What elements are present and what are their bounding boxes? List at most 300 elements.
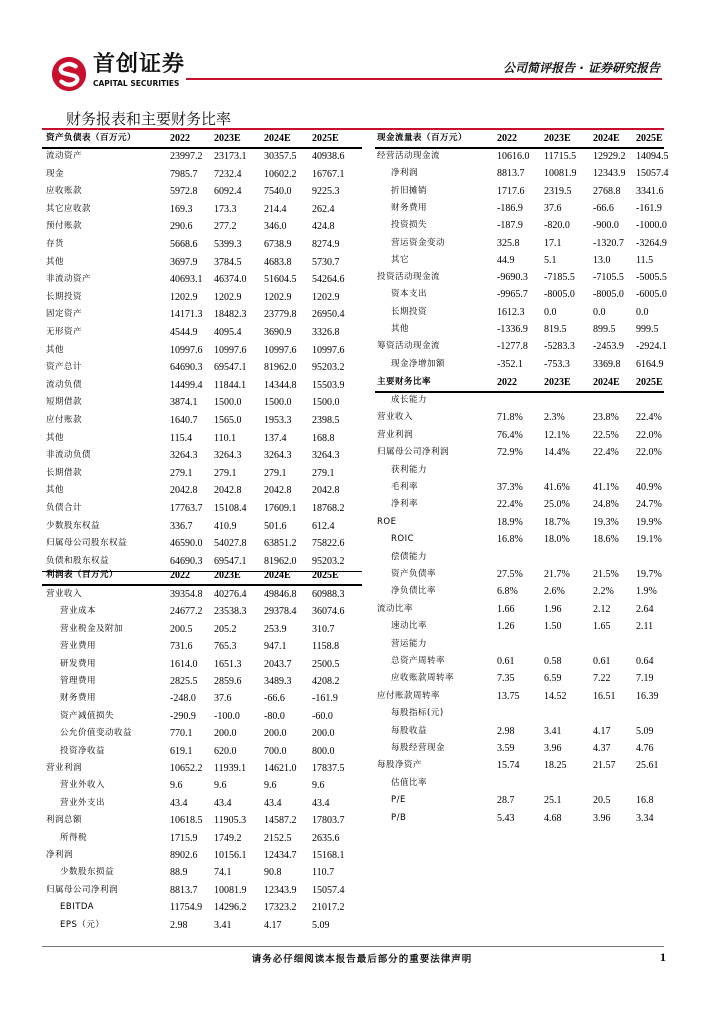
row-value: 44.9 [497,254,515,266]
row-value: -2924.1 [636,341,667,353]
row-label: 归属母公司净利润 [377,447,450,458]
row-label: 应付账款 [46,415,83,425]
row-value: -900.0 [593,220,619,232]
row-label: 其他 [46,256,65,267]
row-value: 40938.6 [312,151,345,162]
row-value: 0.58 [544,656,562,667]
row-value: 14344.8 [264,379,297,391]
row-value: 40.9% [636,482,662,493]
row-label: 研发费用 [60,658,97,669]
row-value: 200.0 [312,728,335,740]
row-value: 6.59 [544,673,562,685]
row-value: 49846.8 [264,589,297,600]
row-value: 95203.2 [312,555,345,567]
row-label: 其它应收款 [46,203,92,214]
row-value: 1202.9 [170,291,198,303]
report-type-label: 公司简评报告 · 证券研究报告 [503,61,660,75]
row-label: 非流动负债 [46,450,92,461]
row-value: 620.0 [214,745,237,757]
row-value: 5972.8 [170,186,198,198]
footer-divider [42,946,664,947]
row-value: -248.0 [170,693,196,705]
row-value: 69547.1 [214,362,247,374]
row-label: 营运能力 [391,638,428,649]
row-value: 19.1% [636,534,662,546]
row-value: 3784.5 [214,256,242,268]
row-value: 290.6 [170,221,193,233]
row-value: 18.7% [544,516,570,528]
row-value: 336.7 [170,520,193,532]
table-row [42,725,362,742]
row-value: 4208.2 [312,676,340,687]
table-row [375,653,664,670]
row-value: 2042.8 [170,485,198,497]
row-label: 筹资活动现金流 [377,341,441,352]
column-header: 2024E [593,133,620,144]
row-value: 17.1 [544,237,562,249]
row-value: -290.9 [170,710,196,722]
table-row [42,690,362,707]
row-value: 1640.7 [170,415,198,426]
table-row [42,394,362,411]
row-value: 1500.0 [312,397,340,409]
row-value: 2859.6 [214,676,242,687]
row-value: 1651.3 [214,658,242,670]
row-value: 3.96 [544,743,562,754]
legal-disclaimer: 请务必仔细阅读本报告最后部分的重要法律声明 [251,954,473,965]
row-label: 负债合计 [46,503,83,513]
row-value: 5399.3 [214,239,242,250]
row-value: -3264.9 [636,237,667,249]
row-value: 277.2 [214,221,237,233]
row-value: 3369.8 [593,358,621,370]
row-value: 200.0 [214,728,237,740]
row-value: 6738.9 [264,239,292,250]
row-value: 1.50 [544,621,562,633]
table-row [375,356,664,373]
logo-english-name: CAPITAL SECURITIES [93,79,180,88]
table-row [42,359,362,376]
row-value: 8813.7 [497,168,525,180]
row-value: -5283.3 [544,341,575,353]
row-label: 其他 [46,344,65,355]
row-label: 营业利润 [46,763,83,773]
row-value: 2152.5 [264,832,292,844]
row-value: 54027.8 [214,538,247,550]
row-value: 16.8% [497,534,523,546]
row-value: 21017.2 [312,902,345,914]
row-value: 37.6 [544,202,562,214]
row-value: 731.6 [170,641,193,653]
row-value: 3264.3 [264,450,292,462]
row-label: 其它 [391,254,410,265]
row-value: 310.7 [312,623,335,635]
table-row [375,444,664,461]
row-value: 15057.4 [636,168,669,180]
row-value: 5.1 [544,254,557,266]
row-value: 3690.9 [264,327,292,338]
row-value: 17609.1 [264,503,297,514]
table-row [375,583,664,600]
table-header-row [42,130,362,147]
row-value: 19.9% [636,516,662,528]
row-label: 长期投资 [391,306,428,317]
row-label: 其他 [391,324,410,334]
row-label: 营业利润 [377,429,414,440]
table-row [42,218,362,235]
row-label: 财务费用 [60,693,97,704]
row-value: 7.19 [636,673,654,685]
table-row [42,812,362,829]
row-value: 173.3 [214,203,237,215]
row-value: 7540.0 [264,186,292,198]
row-value: 13.0 [593,254,611,266]
column-header: 2025E [636,133,663,144]
table-row [42,465,362,482]
table-row [375,252,664,269]
row-value: 16767.1 [312,168,345,180]
row-value: 22.4% [636,412,662,424]
row-value: 253.9 [264,623,287,635]
row-value: -187.9 [497,220,523,232]
row-label: 流动资产 [46,151,83,161]
table-row [375,165,669,182]
table-header-row [42,567,362,584]
row-value: 10156.1 [214,850,247,861]
row-label: 营业税金及附加 [60,623,124,634]
row-value: 23173.1 [214,151,247,162]
table-row [42,201,362,218]
row-label: 每股收益 [391,725,428,736]
table-row [42,518,362,535]
row-value: 21.5% [593,569,619,580]
table-title: 主要财务比率 [377,377,432,387]
row-value: 2.98 [497,725,515,737]
row-value: 63851.2 [264,538,297,550]
row-value: -9965.7 [497,289,528,301]
row-value: 24.8% [593,499,619,511]
row-value: 947.1 [264,641,287,653]
row-label: 现金净增加额 [391,358,446,369]
row-value: 279.1 [312,467,335,479]
table-header-row [375,374,664,391]
row-label: 财务费用 [391,202,428,213]
row-value: 1.65 [593,621,611,633]
table-row [42,324,362,341]
row-value: 3264.3 [170,450,198,462]
row-value: 43.4 [312,797,330,809]
row-value: 9.6 [170,780,183,792]
row-value: -753.3 [544,358,570,370]
table-row [375,601,664,618]
row-value: -1277.8 [497,341,528,353]
row-value: 6.8% [497,586,518,598]
column-header: 2024E [593,377,620,388]
row-value: 899.5 [593,324,616,335]
table-row [375,409,664,426]
row-label: 流动负债 [46,379,83,390]
row-label: 估值比率 [391,777,428,788]
row-value: 4683.8 [264,256,292,268]
page-header [0,0,724,95]
row-value: 9.6 [214,780,227,792]
row-value: 72.9% [497,447,523,459]
row-value: 325.8 [497,237,520,249]
row-value: 2635.6 [312,832,340,844]
row-value: 214.4 [264,203,287,215]
row-value: 15057.4 [312,884,345,896]
row-value: 3.41 [544,725,562,737]
row-value: 11.5 [636,254,654,266]
row-value: 346.0 [264,221,287,233]
row-value: 14499.4 [170,379,203,391]
section-title: 财务报表和主要财务比率 [66,110,232,128]
row-value: 12343.9 [264,884,297,896]
row-value: 501.6 [264,520,287,532]
row-label: 资产负债率 [391,569,437,579]
row-value: 37.6 [214,693,232,705]
table-row [375,705,664,722]
table-row [42,864,362,881]
table-row [42,673,362,690]
row-value: 0.0 [636,306,649,318]
row-value: 39354.8 [170,589,203,600]
table-row [375,148,669,165]
row-value: 4.68 [544,812,562,824]
row-value: 36074.6 [312,606,345,618]
row-value: -9690.3 [497,272,528,284]
row-label: 营业收入 [46,589,83,599]
column-header: 2022 [170,133,190,144]
row-label: 现金 [46,168,65,179]
row-value: 26950.4 [312,309,345,321]
row-label: 营业收入 [377,412,414,423]
row-value: 15503.9 [312,379,345,391]
row-value: 4.37 [593,743,611,754]
row-label: 折旧摊销 [391,185,428,196]
table-row [375,479,664,496]
row-value: 27.5% [497,569,523,580]
row-value: 18.9% [497,516,523,528]
row-value: 3697.9 [170,256,198,268]
row-value: 10652.2 [170,763,203,774]
row-value: 1749.2 [214,832,242,844]
row-value: 14.52 [544,690,567,702]
row-value: 200.0 [264,728,287,740]
row-label: 毛利率 [391,482,419,492]
row-label: EBITDA [60,902,95,913]
row-value: 6164.9 [636,358,664,370]
table-row [42,708,362,725]
row-label: 少数股东权益 [46,520,101,531]
row-value: 15108.4 [214,503,247,514]
row-label: 应收账款 [46,186,83,197]
table-row [375,304,664,321]
row-value: 3264.3 [312,450,340,462]
row-value: 0.0 [593,306,606,318]
table-header-row [375,130,664,147]
row-label: 营业成本 [60,606,97,617]
row-value: 1614.0 [170,658,198,670]
row-value: 12929.2 [593,151,626,162]
table-row [375,618,664,635]
row-value: 10081.9 [214,884,247,896]
table-row [375,462,664,479]
row-label: 每股指标(元) [391,708,444,719]
row-label: ROIC [391,534,415,545]
row-label: 少数股东损益 [60,867,115,878]
row-value: 20.5 [593,795,611,807]
row-value: 21.57 [593,760,616,772]
row-label: 经营活动现金流 [377,151,441,161]
row-value: -66.6 [593,202,614,214]
row-value: -6005.0 [636,289,667,301]
row-value: 3.96 [593,812,611,824]
row-value: 1500.0 [264,397,292,409]
table-row [375,531,664,548]
row-value: 71.8% [497,412,523,424]
row-value: 1565.0 [214,415,242,426]
table-row [42,621,362,638]
row-value: 10616.0 [497,151,530,162]
row-label: 获利能力 [391,464,428,475]
row-value: 2768.8 [593,185,621,197]
row-value: 17323.2 [264,902,297,914]
row-value: 40693.1 [170,274,203,286]
row-value: 2.64 [636,603,654,615]
row-label: P/E [391,795,406,806]
row-value: 3326.8 [312,327,340,338]
row-label: 营业外支出 [60,797,106,808]
row-value: 168.8 [312,432,335,444]
table-row [375,792,664,809]
row-value: 2.11 [636,621,654,633]
row-value: -1000.0 [636,220,667,232]
row-value: 169.3 [170,203,193,215]
row-value: 46590.0 [170,538,203,550]
table-row [375,549,664,566]
row-value: -1336.9 [497,324,528,335]
row-value: 999.5 [636,324,659,335]
table-row [375,740,664,757]
row-value: 25.0% [544,499,570,511]
row-value: 28.7 [497,795,515,807]
row-label: 长期借款 [46,467,83,478]
row-value: 770.1 [170,728,193,740]
row-value: 41.1% [593,482,619,493]
table-row [42,586,362,603]
row-value: 7985.7 [170,168,198,180]
column-header: 2022 [170,570,190,581]
column-header: 2023E [214,570,241,581]
row-value: 2319.5 [544,185,572,197]
table-row [375,514,664,531]
row-value: 1.66 [497,603,515,615]
row-value: -8005.0 [593,289,624,301]
column-header: 2025E [636,377,663,388]
row-label: 每股净资产 [377,760,423,771]
row-label: 资产减值损失 [60,710,115,721]
column-header: 2024E [264,133,291,144]
row-label: 存货 [46,239,65,249]
row-value: 4.76 [636,743,654,754]
row-value: 2.2% [593,586,614,598]
capital-securities-logo-icon [50,55,88,93]
row-value: 0.0 [544,306,557,318]
row-value: 2825.5 [170,676,198,687]
row-value: 14296.2 [214,902,247,914]
table-row [375,286,667,303]
row-label: P/B [391,812,407,823]
column-header: 2024E [264,570,291,581]
table-row [42,899,362,916]
row-value: -2453.9 [593,341,624,353]
row-value: 2.6% [544,586,565,598]
table-row [42,148,362,165]
row-value: 74.1 [214,867,232,879]
row-label: 归属母公司股东权益 [46,538,128,549]
row-value: 5.09 [636,725,654,737]
row-value: 200.5 [170,623,193,635]
row-label: 管理费用 [60,676,97,686]
row-label: 利润总额 [46,815,83,826]
row-value: 69547.1 [214,555,247,567]
row-value: 76.4% [497,429,523,441]
row-value: 7.22 [593,673,611,685]
row-value: 279.1 [214,467,237,479]
row-value: -5005.5 [636,272,667,284]
row-value: 95203.2 [312,362,345,374]
row-value: 8902.6 [170,850,198,861]
column-header: 2022 [497,133,517,144]
row-value: 1717.6 [497,185,525,197]
table-row [375,723,664,740]
row-value: 3341.6 [636,185,664,197]
row-label: 投资损失 [391,220,428,231]
table-row [375,775,664,792]
row-value: 90.8 [264,867,282,879]
table-row [42,412,362,429]
row-value: 64690.3 [170,362,203,374]
row-value: 2500.5 [312,658,340,670]
table-row [42,306,362,323]
table-row [375,183,664,200]
row-value: 9225.3 [312,186,340,198]
row-value: 11754.9 [170,902,203,914]
page-number: 1 [660,950,666,964]
row-value: 17763.7 [170,503,203,514]
row-value: 5.09 [312,919,330,931]
row-value: 41.6% [544,482,570,493]
row-label: 速动比率 [391,621,428,632]
table-row [375,269,667,286]
row-value: 7232.4 [214,168,242,180]
row-label: 成长能力 [391,395,428,405]
row-value: 54264.6 [312,274,345,286]
row-value: 1202.9 [214,291,242,303]
table-row [42,183,362,200]
row-value: 9.6 [312,780,325,792]
row-label: 固定资产 [46,309,83,320]
row-value: 4.17 [593,725,611,737]
row-value: 18.25 [544,760,567,772]
row-value: 23997.2 [170,151,203,162]
row-value: 0.61 [497,656,515,667]
row-value: 1.26 [497,621,515,633]
row-label: 营业费用 [60,641,97,652]
row-value: 15168.1 [312,850,345,861]
table-row [42,166,362,183]
